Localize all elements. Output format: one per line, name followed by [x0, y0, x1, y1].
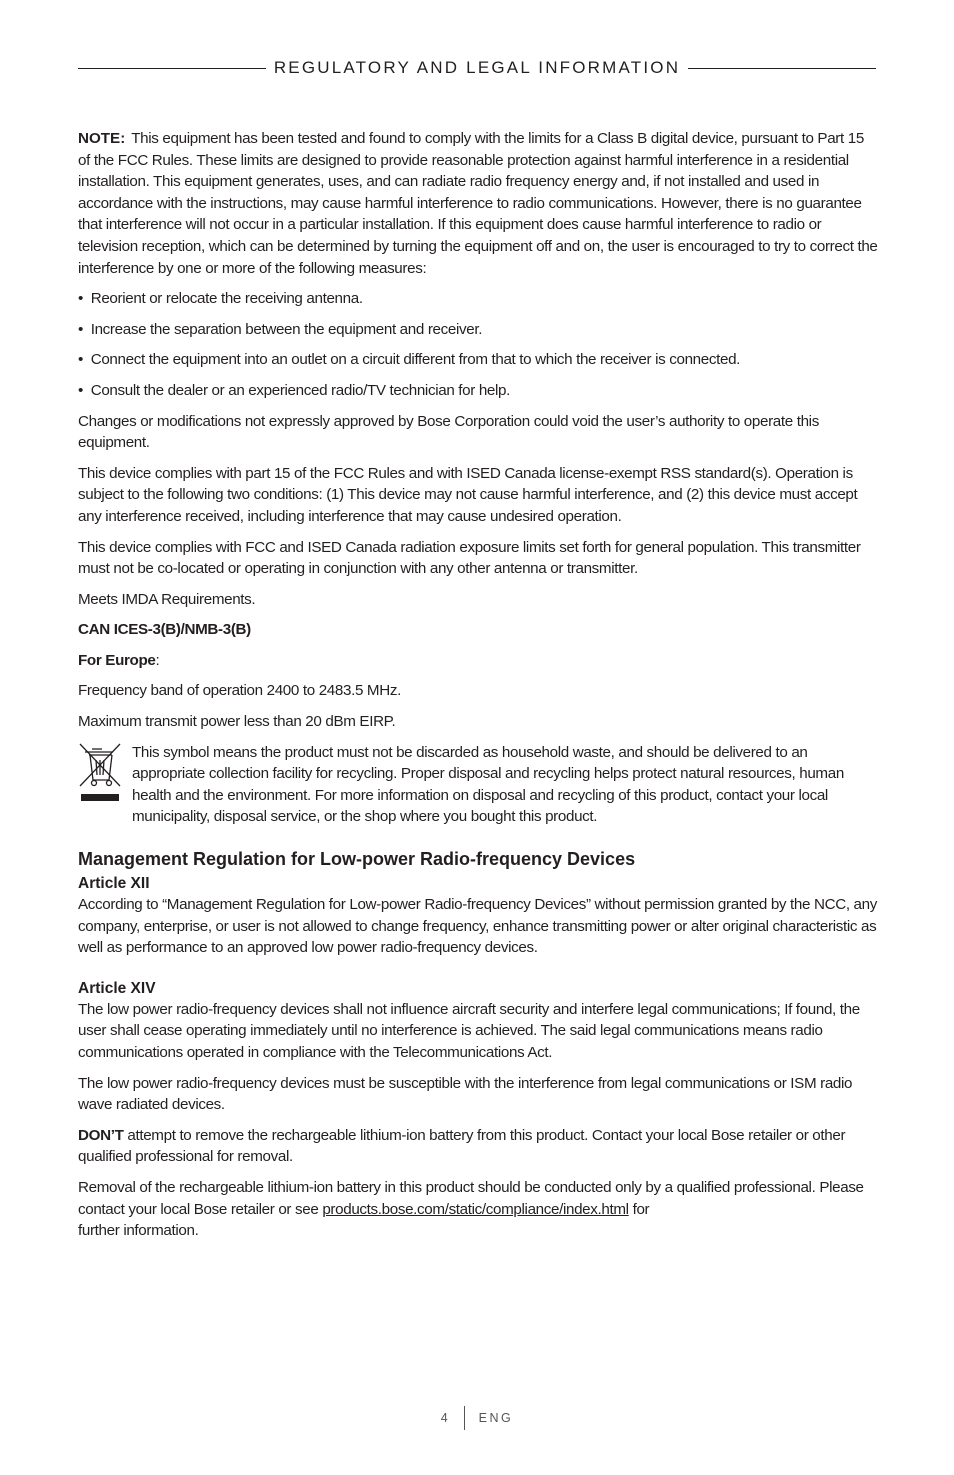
- page-header: [78, 56, 876, 80]
- bullet-text: Reorient or relocate the receiving antenna.: [90, 290, 363, 308]
- dont-label: DON’T: [78, 1126, 124, 1144]
- dont-text: attempt to remove the rechargeable lithium-ion battery from this product. Contact your local Bose retailer or other qualified professional for removal.: [78, 1126, 846, 1166]
- language-code: ENG: [478, 1411, 514, 1425]
- page-number: 4: [440, 1411, 448, 1425]
- note-text: This equipment has been tested and found to comply with the limits for a Class B digital device, pursuant to Part 15 of the FCC Rules. These limits are designed to provide reasonable protection against harmful interference in a residential installation. This equipment generates, uses, and can radiate radio frequency energy and, if not installed and used in accordance with the instructions, may cause harmful interference to radio communications. However, there is no guarantee that interference will not occur in a particular installation. If this equipment does cause harmful interference to radio or television reception, which can be determined by turning the equipment off and on, the user is encouraged to try to correct the interference by one or more of the following measures:: [78, 130, 878, 277]
- power-paragraph: Maximum transmit power less than 20 dBm EIRP.: [78, 713, 396, 731]
- exposure-paragraph: This device complies with FCC and ISED Canada radiation exposure limits set forth for general population. This transmitter must not be co-located or operating in conjunction with any other antenna or transmitter.: [78, 538, 861, 578]
- bullet-item: • Increase the separation between the equipment and receiver.: [78, 320, 483, 338]
- europe-paragraph: [78, 650, 878, 672]
- removal-tail: for: [628, 1200, 650, 1218]
- removal-paragraph: [78, 1177, 878, 1242]
- management-heading: Management Regulation for Low-power Radio-frequency Devices: [78, 849, 636, 870]
- header-rule-right: [688, 68, 876, 69]
- management-section: [78, 848, 878, 1116]
- footer-separator: [464, 1406, 465, 1430]
- europe-label: For Europe: [78, 651, 156, 669]
- weee-block: [78, 742, 878, 828]
- bullet-text: Connect the equipment into an outlet on a circuit different from that to which the receiver is connected.: [90, 351, 741, 369]
- header-rule-left: [78, 68, 266, 69]
- note-label: NOTE:: [78, 130, 126, 147]
- bullet-text: Consult the dealer or an experienced radio/TV technician for help.: [90, 381, 511, 399]
- frequency-paragraph: Frequency band of operation 2400 to 2483.5 MHz.: [78, 682, 401, 700]
- ces-paragraph: CAN ICES-3(B)/NMB-3(B): [78, 621, 251, 639]
- weee-bin-icon: [78, 742, 132, 828]
- page-content: [78, 128, 878, 1251]
- page-footer: [0, 1406, 954, 1430]
- header-title: REGULATORY AND LEGAL INFORMATION: [273, 58, 681, 77]
- compliance-link[interactable]: products.bose.com/static/compliance/index.html: [322, 1200, 629, 1218]
- bullet-item: • Consult the dealer or an experienced radio/TV technician for help.: [78, 381, 511, 399]
- article-xiv-title: Article XIV: [78, 979, 156, 997]
- article-xii-text: According to “Management Regulation for Low-power Radio-frequency Devices” without permission granted by the NCC, any company, enterprise, or user is not allowed to change frequency, enhance transmitting power or alter original characteristic as well as performance to an approved low power radio-frequency devices.: [78, 896, 877, 957]
- part15-paragraph: This device complies with part 15 of the FCC Rules and with ISED Canada license-exempt RSS standard(s). Operation is subject to the following two conditions: (1) This device may not cause harmful interference, and (2) this device must accept any interference received, including interference that may cause undesired operation.: [78, 464, 858, 525]
- bullet-item: • Reorient or relocate the receiving antenna.: [78, 290, 363, 308]
- imda-paragraph: Meets IMDA Requirements.: [78, 590, 256, 608]
- bullet-item: • Connect the equipment into an outlet on a circuit different from that to which the receiver is connected.: [78, 351, 741, 369]
- article-xii-title: Article XII: [78, 875, 150, 893]
- article-xiv-text-1: The low power radio-frequency devices shall not influence aircraft security and interfere legal communications; If found, the user shall cease operating immediately until no interference is achieved. The said legal communications means radio communications operated in compliance with the Telecommunications Act.: [78, 1000, 860, 1061]
- article-xiv-text-2: The low power radio-frequency devices must be susceptible with the interference from legal communications or ISM radio wave radiated devices.: [78, 1074, 853, 1114]
- weee-text: This symbol means the product must not be discarded as household waste, and should be delivered to an appropriate collection facility for recycling. Proper disposal and recycling helps protect natural resources, human health and the environment. For more information on disposal and recycling of this product, contact your local municipality, disposal service, or the shop where you bought this product.: [132, 743, 844, 826]
- europe-colon: :: [155, 651, 160, 669]
- note-paragraph: [78, 128, 878, 279]
- bullet-text: Increase the separation between the equipment and receiver.: [90, 320, 483, 338]
- removal-end: further information.: [78, 1222, 199, 1240]
- changes-paragraph: Changes or modifications not expressly approved by Bose Corporation could void the user’s authority to operate this equipment.: [78, 412, 819, 452]
- dont-paragraph: [78, 1125, 878, 1168]
- removal-text: Removal of the rechargeable lithium-ion battery in this product should be conducted only by a qualified professional. Please contact your local Bose retailer or see: [78, 1178, 864, 1218]
